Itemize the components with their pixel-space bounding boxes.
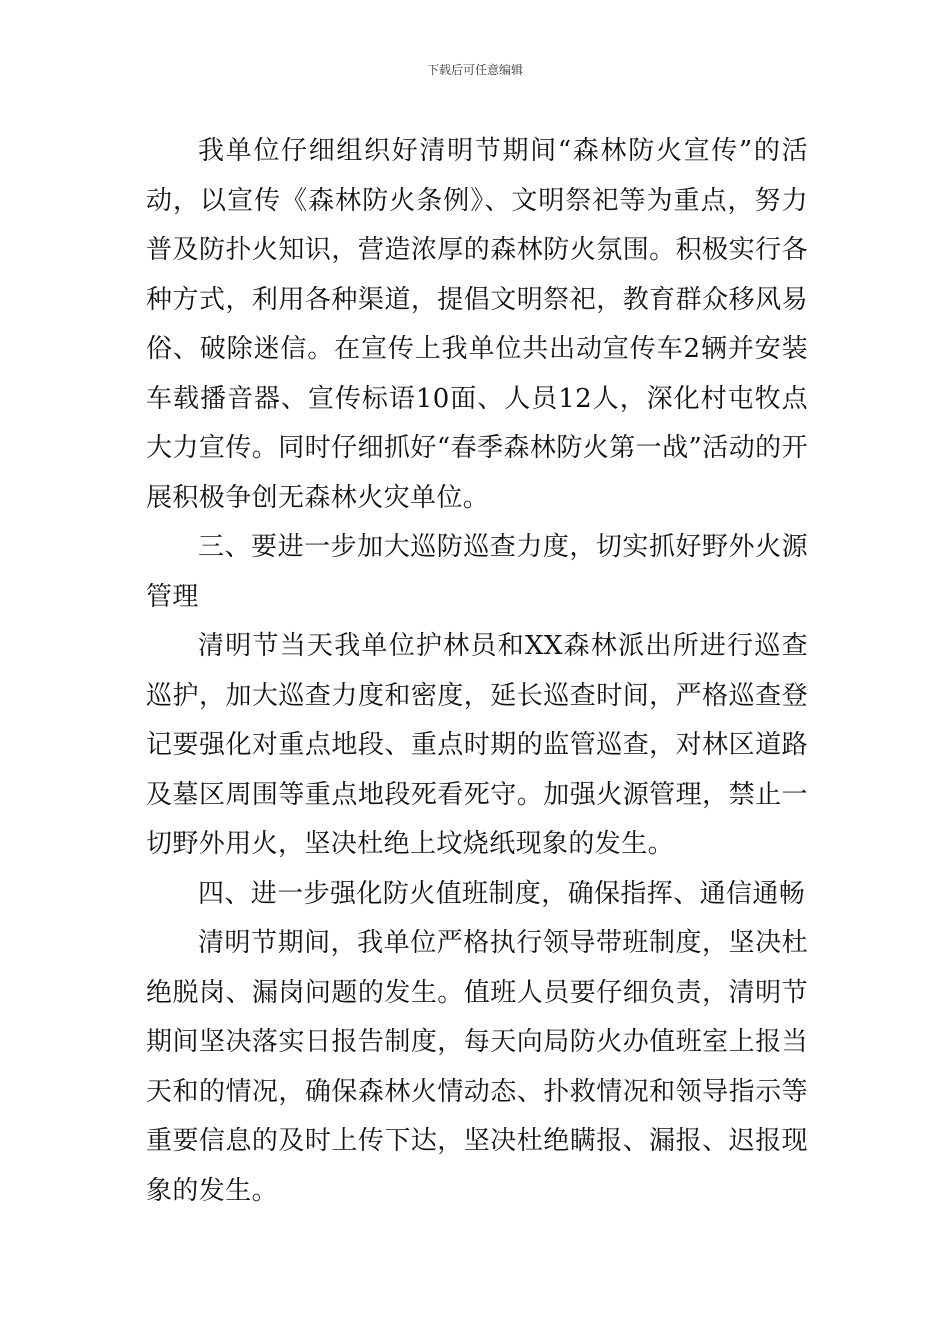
section-heading-duty: 四、进一步强化防火值班制度，确保指挥、通信通畅 [198,878,806,909]
page-header-note: 下载后可任意编辑 [426,63,523,77]
paragraph-patrol: 清明节当天我单位护林员和XX森林派出所进行巡查巡护，加大巡查力度和密度，延长巡查时间，严格巡查登记要强化对重点地段、重点时期的监管巡查，对林区道路及墓区周围等重点地段死看死守。加强火源管理，禁止一切野外用火，坚决杜绝上坟烧纸现象的发生。 [146,631,808,859]
paragraph-publicity: 我单位仔细组织好清明节期间“森林防火宣传”的活动，以宣传《森林防火条例》、文明祭祀等为重点，努力普及防扑火知识，营造浓厚的森林防火氛围。积极实行各种方式，利用各种渠道，提倡文明祭祀，教育群众移风易俗、破除迷信。在宣传上我单位共出动宣传车2辆并安装车载播音器、宣传标语10面、人员12人，深化村屯牧点大力宣传。同时仔细抓好“春季森林防火第一战”活动的开展积极争创无森林火灾单位。 [146,136,808,513]
document-body [146,127,808,1216]
section-heading-patrol: 三、要进一步加大巡防巡查力度，切实抓好野外火源管理 [146,532,808,612]
paragraph-duty: 清明节期间，我单位严格执行领导带班制度，坚决杜绝脱岗、漏岗问题的发生。值班人员要仔细负责，清明节期间坚决落实日报告制度，每天向局防火办值班室上报当天和的情况，确保森林火情动态、扑救情况和领导指示等重要信息的及时上传下达，坚决杜绝瞒报、漏报、迟报现象的发生。 [146,928,808,1206]
